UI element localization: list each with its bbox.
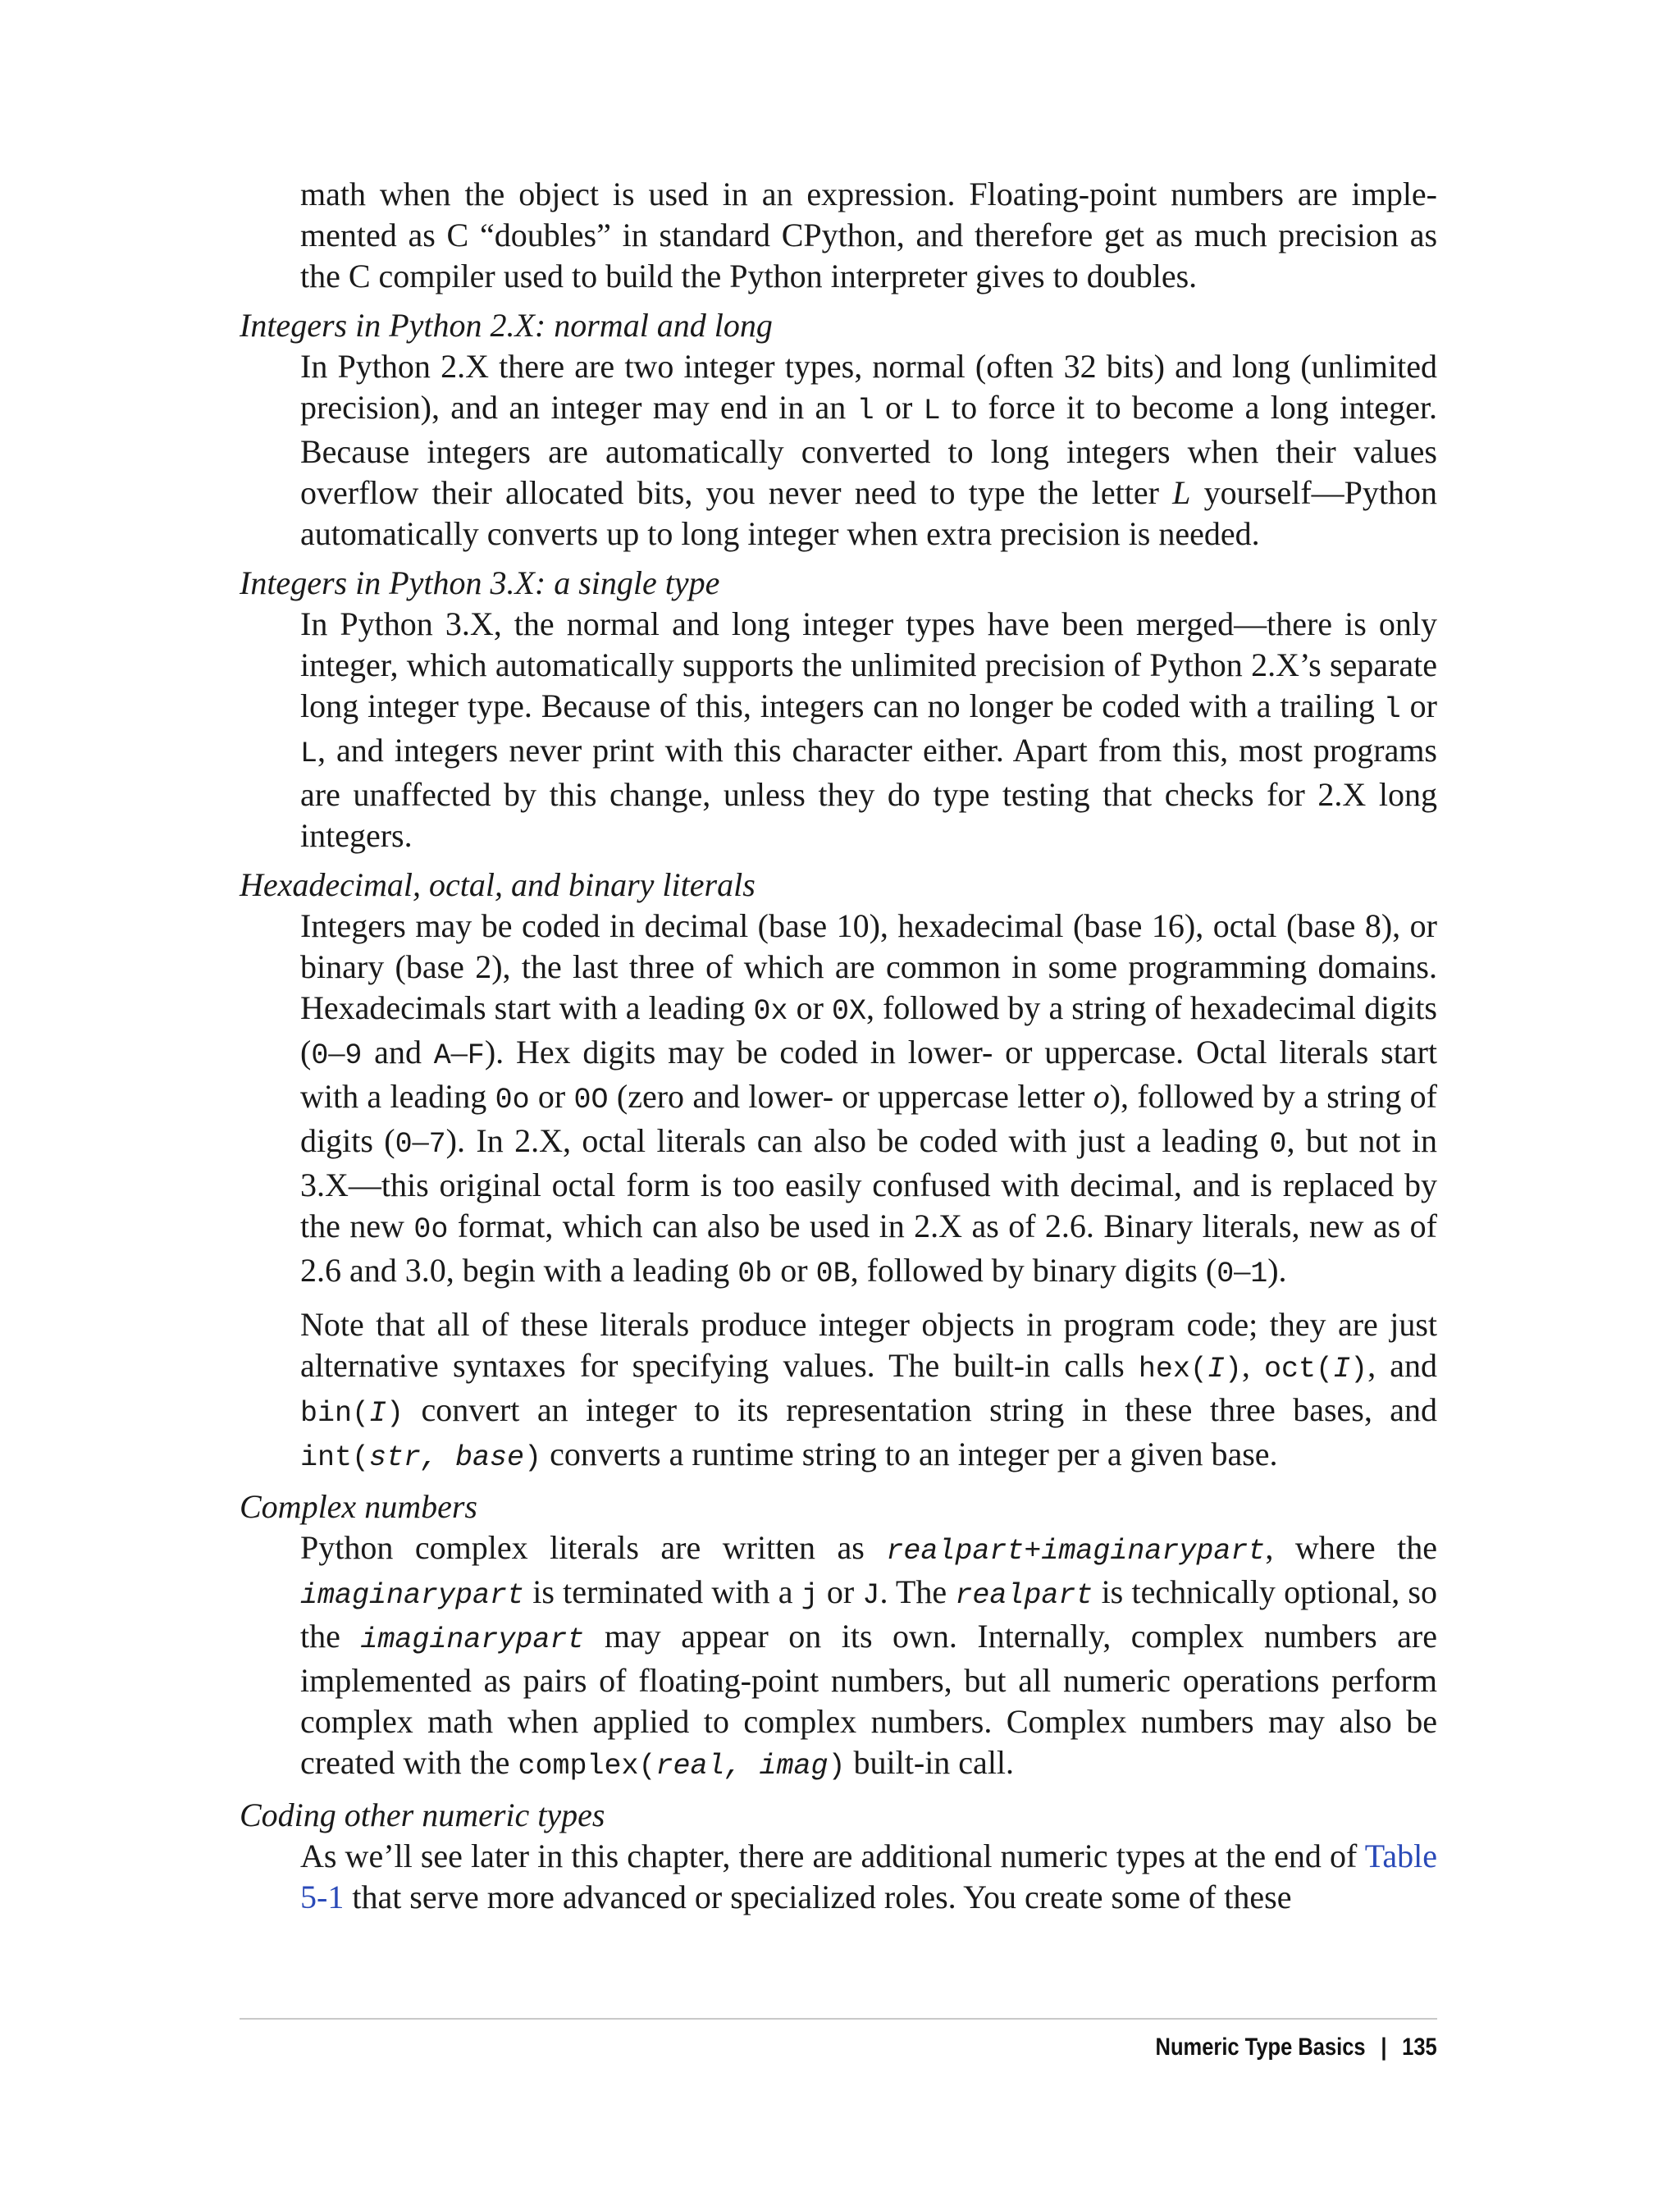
intro-paragraph (300, 174, 1437, 297)
term-hex-octal-binary: Hexadecimal, octal, and binary literals (240, 866, 756, 903)
page-number: 135 (1402, 2034, 1437, 2061)
hex-note-paragraph: Note that all of these literals produce integer objects in program code; they are just alternative syntaxes for specifying values. The built-in calls hex(I), oct(I), and bin(I) convert an integer to its representation string in these three bases, and int(str, base) converts a runtime string to an integer per a given base. (300, 1306, 1438, 1474)
term-complex-numbers: Complex numbers (240, 1488, 477, 1525)
footer-divider (240, 2018, 1437, 2020)
term-other-numeric-types: Coding other numeric types (240, 1796, 605, 1833)
intro-line: math when the object is used in an expression. Floating-point numbers are imple- (300, 176, 1437, 212)
intro-line: mented as C “doubles” in standard CPython, and therefore get as much precision (300, 217, 1399, 253)
definition-integers-py3: In Python 3.X, the normal and long integer types have been merged—there is only integer, which automatically supports the unlimited precision of Python 2.X’s separate long integer type. Because of this, integers can no longer be coded with a trailing l or L, and integers never print with this character either. Apart from this, most programs are unaffected by this change, unless they do type testing that checks for 2.X long integers. (300, 605, 1437, 854)
footer-section-title: Numeric Type Basics (1155, 2034, 1366, 2061)
definition-complex-numbers: Python complex literals are written as realpart+imaginarypart, where the imaginarypart is terminated with a j or J. The realpart is technically optional, so the imaginarypart may appear on its own. Internally, complex numbers are implemented as pairs of floating-point numbers, but all numeric operations perform complex math when applied to complex numbers. Complex numbers may also be created with the complex(real, imag) built-in call. (300, 1529, 1437, 1783)
term-integers-py2: Integers in Python 2.X: normal and long (240, 307, 773, 344)
definition-other-numeric-types: As we’ll see later in this chapter, there are additional numeric types at the end of Table 5-1 that serve more advanced or specialized roles. You create some of these (300, 1838, 1437, 1915)
footer-separator: | (1381, 2034, 1387, 2061)
page-body (240, 174, 1437, 1918)
definition-hex-octal-binary: Integers may be coded in decimal (base 10), hexadecimal (base 16), octal (base 8), or binary (base 2), the last three of which are common in some programming domains. Hexadecimals start with a leading 0x or 0X, followed by a string of hexadecimal digits (0–9 and A–F). Hex digits may be coded in lower- or uppercase. Octal literals start with a leading 0o or 0O (zero and lower- or uppercase letter o), followed by a string of digits (0–7). In 2.X, octal literals can also be coded with just a leading 0, but not in 3.X—this original octal form is too easily confused with decimal, and is replaced by the new 0o format, which can also be used in 2.X as of 2.6. Binary literals, new as of 2.6 and 3.0, begin with a leading 0b or 0B, followed by binary digits (0–1). Note that all of these literals produce integer objects in program code; they are just alternative syntaxes for specifying values. The built-in calls hex(I), oct(I), and bin(I) convert an integer to its representation string in these three bases, and int(str, base) converts a runtime string to an integer per a given base. (300, 906, 1437, 1478)
intro-line: as the C compiler used to build the Python interpreter gives to doubles. (300, 217, 1438, 294)
page-footer (1156, 2031, 1437, 2064)
definition-integers-py2: In Python 2.X there are two integer types, normal (often 32 bits) and long (unlimited precision), and an integer may end in an l or L to force it to become a long integer. Because integers are automatically converted to long integers when their values overflow their allocated bits, you never need to type the letter L yourself—Python automatically converts up to long integer when extra precision is needed. (300, 348, 1437, 552)
table-5-1-link[interactable]: Table 5-1 (300, 1838, 1437, 1915)
term-integers-py3: Integers in Python 3.X: a single type (240, 564, 720, 601)
